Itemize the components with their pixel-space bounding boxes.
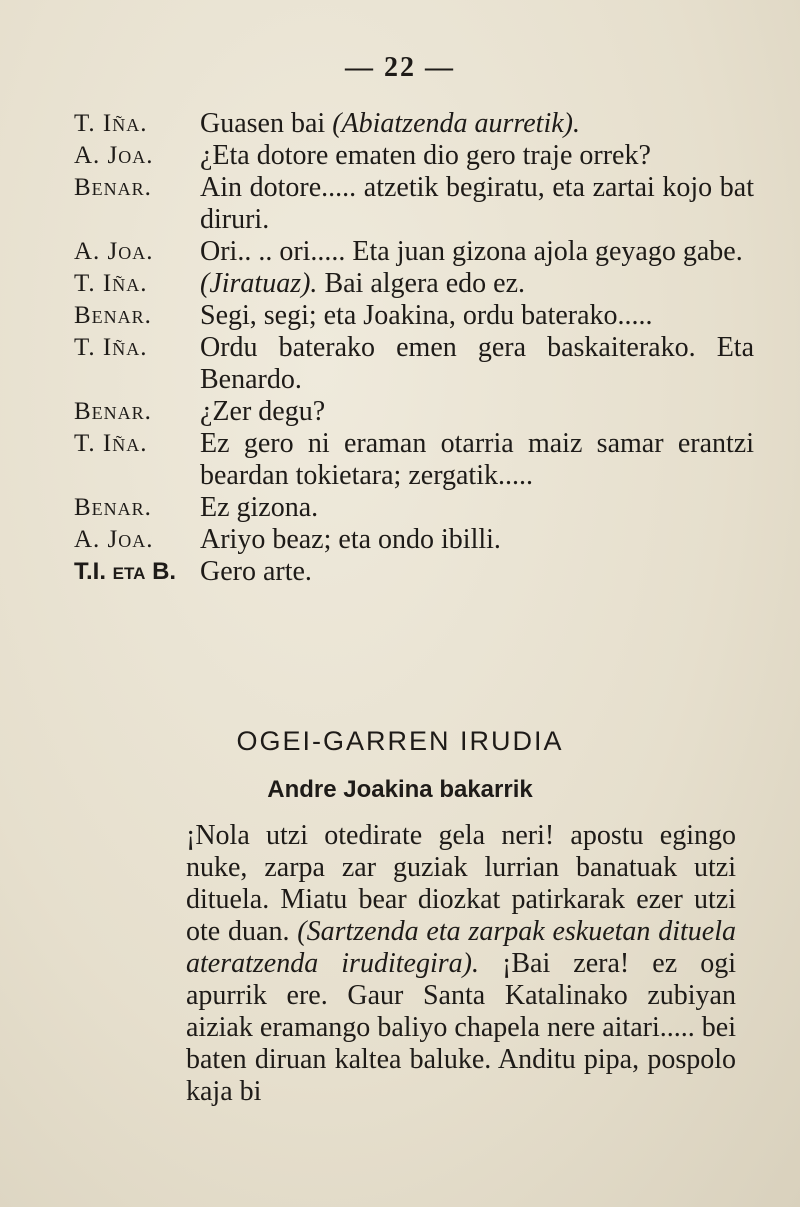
speech-segment: ¿Eta dotore ematen dio gero traje orrek? xyxy=(200,140,651,171)
speech-segment: Bai algera edo ez. xyxy=(317,268,525,299)
dialogue-line xyxy=(74,524,754,556)
page-number: — 22 — xyxy=(345,52,455,83)
dialogue-line xyxy=(74,428,754,492)
dialogue xyxy=(74,108,754,588)
speech-text xyxy=(200,396,754,428)
speech-text xyxy=(200,428,754,492)
dialogue-line xyxy=(74,236,754,268)
speech-text xyxy=(200,556,754,588)
speaker-name: T. Iña. xyxy=(74,334,148,361)
speech-text xyxy=(200,140,754,172)
dialogue-line xyxy=(74,396,754,428)
speech-segment: Ez gizona. xyxy=(200,492,319,523)
stage-direction: (Jiratuaz). xyxy=(200,268,318,299)
speech-segment: Guasen bai xyxy=(200,108,333,139)
speaker-name: A. Joa. xyxy=(74,238,154,265)
speech-segment: Gero arte. xyxy=(200,556,312,587)
speaker-name: T. Iña. xyxy=(74,110,148,137)
speech-segment: Ain dotore..... atzetik begiratu, eta zartai kojo bat diruri. xyxy=(200,172,754,235)
speech-text xyxy=(200,108,754,140)
speaker-name: Benar. xyxy=(74,494,152,521)
speech-text xyxy=(200,524,754,556)
speech-text xyxy=(200,172,754,236)
speaker-name: Benar. xyxy=(74,174,152,201)
dialogue-line xyxy=(74,556,754,588)
speech-segment: Ordu baterako emen gera baskaiterako. Eta Benardo. xyxy=(200,332,754,395)
speaker-name: T. Iña. xyxy=(74,430,148,457)
scene-title: OGEI-GARREN IRUDIA xyxy=(236,726,564,756)
stage-direction: (Sartzenda eta zarpak eskuetan dituela ateratzenda iruditegira). xyxy=(186,916,736,979)
speaker-name: T.I. eta B. xyxy=(74,558,177,585)
dialogue-line xyxy=(74,108,754,140)
speech-text xyxy=(200,300,754,332)
scene-subtitle: Andre Joakina bakarrik xyxy=(267,776,533,803)
monologue-paragraph xyxy=(186,820,736,1108)
speaker-name: Benar. xyxy=(74,302,152,329)
speaker-name: T. Iña. xyxy=(74,270,148,297)
dialogue-line xyxy=(74,300,754,332)
speech-segment: ¿Zer degu? xyxy=(200,396,326,427)
speech-segment: Ariyo beaz; eta ondo ibilli. xyxy=(200,524,501,555)
dialogue-line xyxy=(74,268,754,300)
speech-text xyxy=(200,268,754,300)
speech-segment: Ez gero ni eraman otarria maiz samar erantzi beardan tokietara; zergatik..... xyxy=(200,428,754,491)
speech-segment: Segi, segi; eta Joakina, ordu baterako..... xyxy=(200,300,653,331)
monologue-segment: ¡Nola utzi otedirate gela neri! apostu egingo nuke, zarpa zar guziak lurrian banatuak utzi dituela. Miatu bear diozkat patirkarak ezer utzi ote duan. xyxy=(186,820,736,947)
speaker-name: A. Joa. xyxy=(74,526,154,553)
dialogue-line xyxy=(74,140,754,172)
speech-segment: Ori.. .. ori..... Eta juan gizona ajola geyago gabe. xyxy=(200,236,743,267)
speaker-name: A. Joa. xyxy=(74,142,154,169)
monologue-segment: ¡Bai zera! ez ogi apurrik ere. Gaur Santa Katalinako zubiyan aiziak eramango baliyo chapela nere aitari..... bei baten diruan kaltea baluke. Anditu pipa, pospolo kaja bi xyxy=(186,948,737,1107)
speech-text xyxy=(200,236,754,268)
speaker-name: Benar. xyxy=(74,398,152,425)
speech-text xyxy=(200,492,754,524)
speech-text xyxy=(200,332,754,396)
dialogue-line xyxy=(74,332,754,396)
stage-direction: (Abiatzenda aurretik). xyxy=(332,108,580,139)
dialogue-line xyxy=(74,492,754,524)
dialogue-line xyxy=(74,172,754,236)
